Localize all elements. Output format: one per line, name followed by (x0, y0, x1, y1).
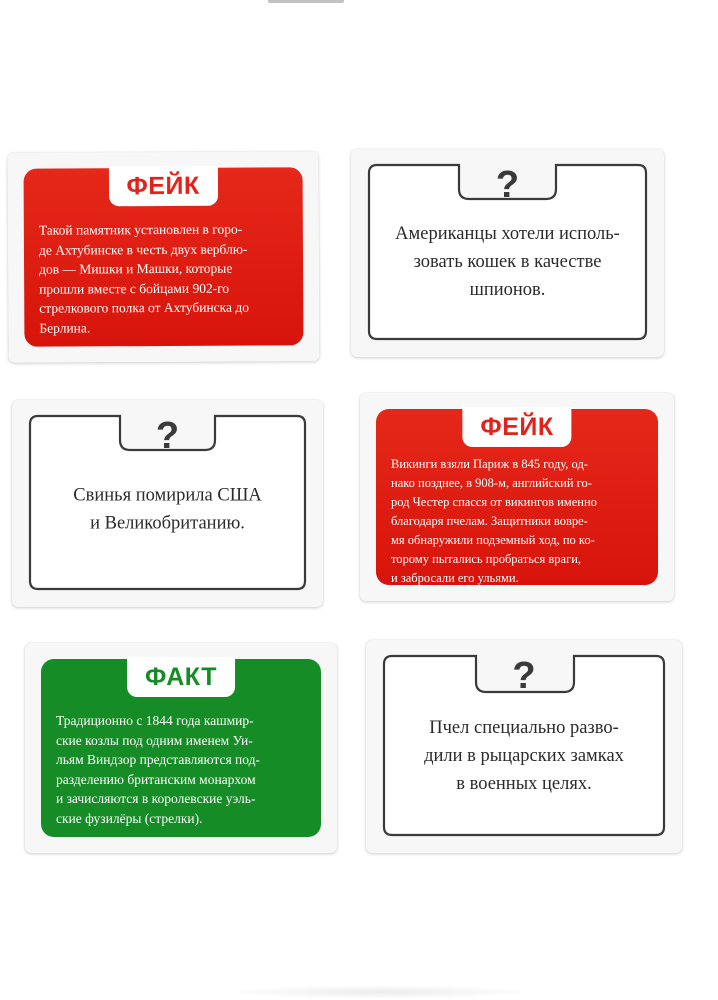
card-panel-red (376, 409, 658, 585)
text-line: ские фузилёры (стрелки). (56, 810, 203, 826)
text-line: ские козлы под одним именем Уи- (56, 732, 253, 748)
text-line: мя обнаружили подземный ход, по ко- (391, 533, 595, 547)
top-edge-mark (268, 0, 344, 3)
text-line: благодаря пчелам. Защитники вовре- (391, 514, 588, 528)
text-line: шпионов. (469, 280, 546, 301)
text-line: дили в рыцарских замках (424, 745, 624, 766)
text-line: род Честер спасся от викингов именно (391, 495, 597, 509)
text-line: Свинья помирила США (73, 485, 262, 506)
card-body-text (391, 455, 643, 588)
text-line: дов — Мишки и Машки, которые (39, 260, 233, 277)
text-line: Такой памятник установлен в горо- (38, 221, 243, 238)
text-line: и забросали его ульями. (391, 571, 519, 585)
text-line: в военных целях. (456, 773, 592, 794)
card-label-fake: ФЕЙК (108, 166, 217, 207)
card-question-bees (366, 640, 682, 853)
text-line: прошли вместе с бойцами 902-го (39, 280, 230, 297)
card-fake-camels (7, 151, 319, 363)
text-line: Пчел специально разво- (429, 717, 619, 738)
text-line: Викинги взяли Париж в 845 году, од- (391, 457, 588, 471)
text-line: Берлина. (39, 319, 91, 336)
question-frame (28, 414, 307, 591)
card-label-fake: ФЕЙК (462, 407, 571, 447)
question-mark-icon: ? (512, 655, 536, 697)
text-line: Традиционно с 1844 года кашмир- (56, 713, 254, 728)
card-question-pig (12, 400, 323, 607)
text-line: де Ахтубинске в честь двух верблю- (38, 241, 248, 258)
card-question-text (38, 481, 297, 537)
question-mark-icon: ? (155, 415, 180, 457)
card-panel-red (24, 167, 304, 346)
card-panel-green (41, 659, 321, 837)
card-body-text (56, 711, 306, 828)
card-question-cats (351, 149, 664, 357)
card-fake-vikings (360, 393, 674, 601)
card-label-fact: ФАКТ (127, 657, 235, 697)
card-question-text (377, 220, 638, 304)
text-line: зовать кошек в качестве (413, 252, 602, 273)
text-line: и Великобританию. (90, 513, 245, 534)
text-line: стрелкового полка от Ахтубинска до (39, 299, 250, 316)
text-line: льям Виндзор представляются под- (56, 752, 260, 767)
question-mark-icon: ? (495, 164, 520, 206)
text-line: торому пытались пробраться враги, (391, 552, 582, 566)
text-line: разделению британским монархом (56, 771, 256, 787)
bottom-shadow (220, 985, 540, 999)
text-line: нако позднее, в 908-м, английский го- (391, 476, 592, 490)
question-frame (367, 163, 648, 341)
card-fact-goats (25, 643, 337, 853)
card-body-text (39, 219, 289, 337)
text-line: и зачисляются в королевские уэль- (56, 791, 256, 806)
card-question-text (392, 714, 656, 798)
text-line: Американцы хотели исполь- (395, 224, 620, 245)
question-frame (382, 654, 666, 837)
